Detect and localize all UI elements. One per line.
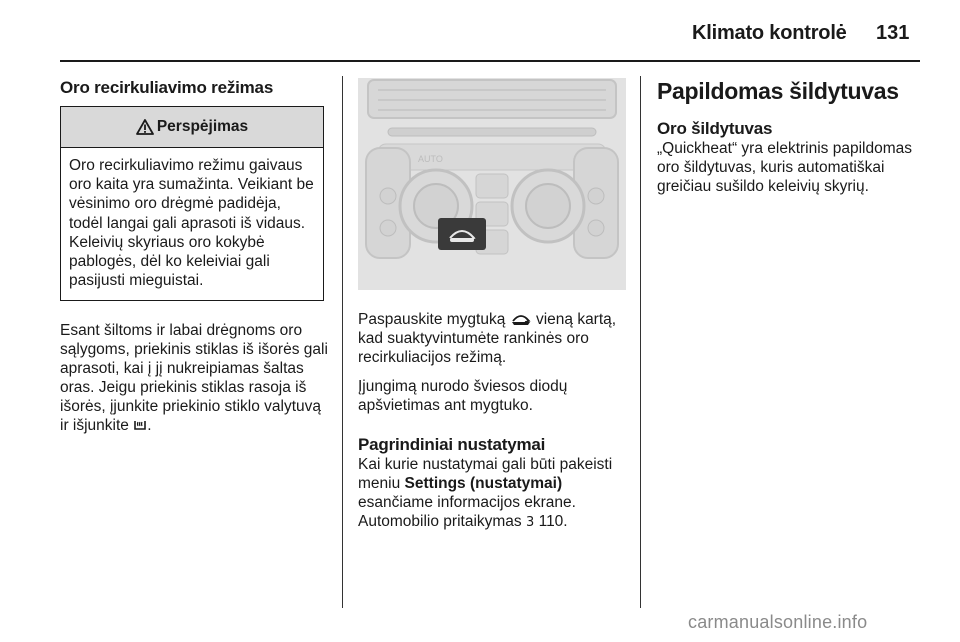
header-rule [60, 60, 920, 62]
recirculation-icon [510, 312, 532, 326]
paragraph-settings [358, 455, 626, 532]
paragraph-led-indicator: Įjungimą nurodo šviesos diodų apšvietimas ant mygtuko. [358, 378, 568, 414]
paragraph-recirculation-button [358, 310, 626, 367]
paragraph-condensation [60, 321, 328, 435]
warning-triangle-icon [136, 119, 154, 135]
warning-text: Oro recirkuliavimo režimu gaivaus oro kaita yra sumažinta. Veikiant be vėsinimo oro drėgmė padidėja, todėl langai gali aprasoti iš vidaus. Keleivių skyriaus oro kokybė pablogės, dėl ko keleiviai gali pasijusti mieguistai. [69, 157, 314, 290]
auto-label: AUTO [418, 154, 443, 164]
paragraph-condensation-end: . [147, 417, 152, 435]
section-heading-recirculation: Oro recirkuliavimo režimas [60, 78, 274, 97]
paragraph-quickheat: „Quickheat“ yra elektrinis papildomas oro šildytuvas, kuris automatiškai greičiau sušildo keleivių skyrių. [657, 140, 912, 195]
rear-window-heating-icon [133, 418, 147, 432]
subheading-air-heater: Oro šildytuvas [657, 119, 773, 138]
column-divider-left [342, 76, 343, 608]
climate-panel-illustration [358, 78, 626, 290]
column-divider-right [640, 76, 641, 608]
page-header-title: Klimato kontrolė [692, 22, 847, 44]
climate-panel-photo [358, 78, 626, 290]
watermark: carmanualsonline.info [688, 612, 868, 632]
paragraph-press-text: Paspauskite mygtuką [358, 311, 506, 328]
settings-menu-label: Settings (nustatymai) [404, 475, 563, 492]
column-left [60, 78, 328, 435]
column-right [657, 78, 923, 196]
paragraph-press-end: vieną kartą, kad suaktyvintumėte rankinės oro recirkuliacijos režimą. [358, 311, 617, 366]
warning-box [60, 106, 324, 301]
paragraph-settings-mid: esančiame informacijos ekrane. Automobilio pritaikymas [358, 494, 576, 530]
column-middle [358, 78, 626, 532]
paragraph-settings-start: Kai kurie nustatymai gali būti pakeisti meniu [358, 456, 613, 492]
warning-header [61, 107, 323, 148]
section-heading-auxiliary-heater: Papildomas šildytuvas [657, 78, 899, 104]
warning-title: Perspėjimas [156, 118, 249, 135]
page-number: 131 [876, 22, 910, 44]
reference-arrow-icon: 3 [526, 515, 535, 530]
paragraph-condensation-text: Esant šiltoms ir labai drėgnoms oro sąlygoms, priekinis stiklas iš išorės gali aprasoti, kai į jį nukreipiamas šaltas oras. Jeigu priekinis stiklas rasoja iš išorės, įjunkite priekinio stiklo valytuvą ir išjunkite [60, 322, 328, 435]
heading-basic-settings: Pagrindiniai nustatymai [358, 435, 546, 454]
page-reference-link[interactable]: 110. [538, 513, 568, 530]
